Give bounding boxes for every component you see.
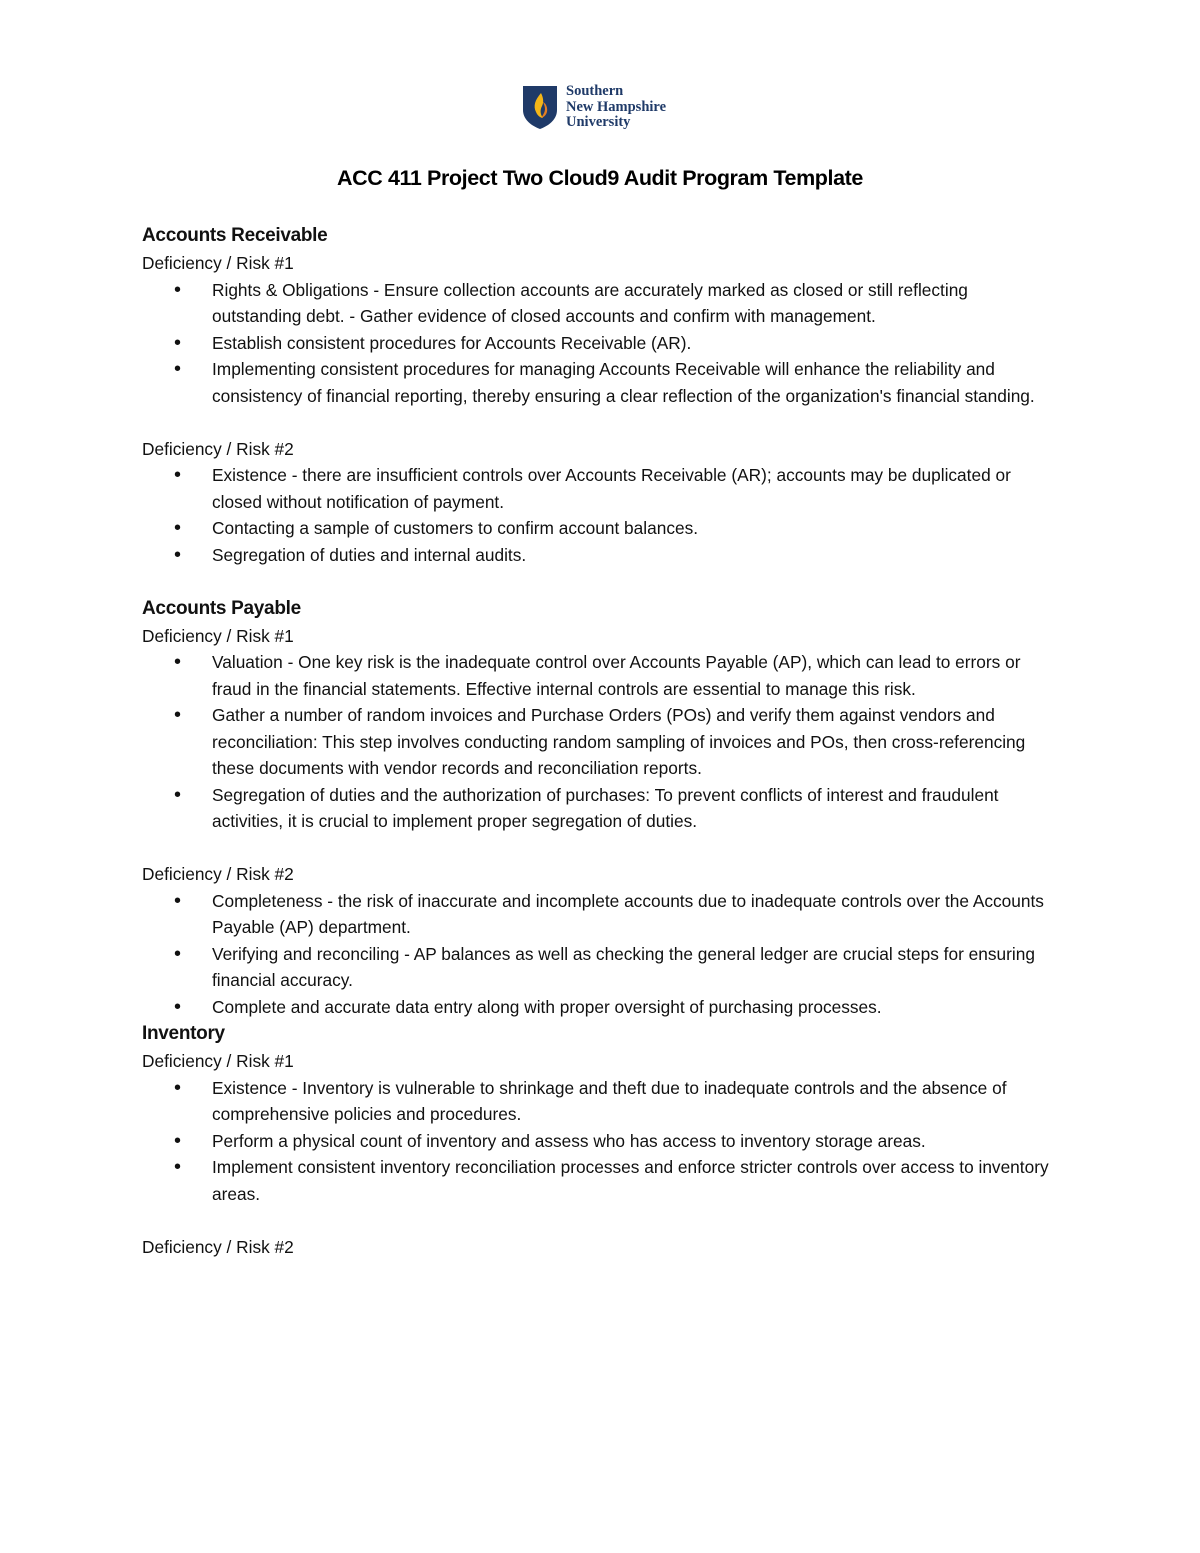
bullet-list <box>142 1075 1057 1208</box>
list-item: • Complete and accurate data entry along with proper oversight of purchasing processes. <box>142 994 1057 1021</box>
university-logo <box>521 84 666 131</box>
document-body <box>142 222 1057 1260</box>
risk-label: Deficiency / Risk #1 <box>142 1051 294 1071</box>
logo-line-1: Southern <box>566 83 624 99</box>
list-item: • Segregation of duties and the authorization of purchases: To prevent conflicts of interest and fraudulent activities, it is crucial to implement proper segregation of duties. <box>142 782 1057 835</box>
bullet-list <box>142 649 1057 835</box>
list-item: • Implement consistent inventory reconciliation processes and enforce stricter controls over access to inventory areas. <box>142 1154 1057 1207</box>
logo-wordmark <box>566 84 666 131</box>
risk-label: Deficiency / Risk #2 <box>142 864 294 884</box>
list-item: • Valuation - One key risk is the inadequate control over Accounts Payable (AP), which can lead to errors or fraud in the financial statements. Effective internal controls are essential to manage this risk. <box>142 649 1057 702</box>
list-item: • Existence - there are insufficient controls over Accounts Receivable (AR); accounts may be duplicated or closed without notification of payment. <box>142 462 1057 515</box>
logo-line-2: New Hampshire <box>566 98 667 115</box>
bullet-list <box>142 462 1057 568</box>
bullet-list <box>142 277 1057 410</box>
list-item: • Implementing consistent procedures for managing Accounts Receivable will enhance the reliability and consistency of financial reporting, thereby ensuring a clear reflection of the organization's financial standing. <box>142 356 1057 409</box>
logo-line-3: University <box>566 114 631 130</box>
list-item: • Completeness - the risk of inaccurate and incomplete accounts due to inadequate controls over the Accounts Payable (AP) department. <box>142 888 1057 941</box>
section-heading: Inventory <box>142 1023 225 1044</box>
list-item: • Existence - Inventory is vulnerable to shrinkage and theft due to inadequate controls and the absence of comprehensive policies and procedures. <box>142 1075 1057 1128</box>
section-heading: Accounts Receivable <box>142 225 328 246</box>
risk-label: Deficiency / Risk #2 <box>142 1236 294 1257</box>
section-accounts-payable <box>142 595 1057 1021</box>
risk-label: Deficiency / Risk #1 <box>142 253 294 273</box>
risk-label: Deficiency / Risk #1 <box>142 625 294 646</box>
list-item: • Contacting a sample of customers to confirm account balances. <box>142 515 1057 542</box>
page-title: ACC 411 Project Two Cloud9 Audit Program Template <box>337 166 863 190</box>
list-item: • Establish consistent procedures for Accounts Receivable (AR). <box>142 330 1057 357</box>
list-item: • Gather a number of random invoices and Purchase Orders (POs) and verify them against vendors and reconciliation: This step involves conducting random sampling of invoices and POs, then cross-referencing these documents with vendor records and reconciliation reports. <box>142 702 1057 782</box>
section-accounts-receivable <box>142 222 1057 595</box>
section-inventory <box>142 1020 1057 1260</box>
list-item: • Verifying and reconciling - AP balances as well as checking the general ledger are crucial steps for ensuring financial accuracy. <box>142 941 1057 994</box>
list-item: • Rights & Obligations - Ensure collection accounts are accurately marked as closed or still reflecting outstanding debt. - Gather evidence of closed accounts and confirm with management. <box>142 277 1057 330</box>
list-item: • Perform a physical count of inventory and assess who has access to inventory storage areas. <box>142 1128 1057 1155</box>
list-item: • Segregation of duties and internal audits. <box>142 542 1057 569</box>
risk-label: Deficiency / Risk #2 <box>142 438 294 459</box>
section-heading: Accounts Payable <box>142 597 301 619</box>
shield-flame-icon <box>521 84 559 130</box>
bullet-list <box>142 888 1057 1021</box>
